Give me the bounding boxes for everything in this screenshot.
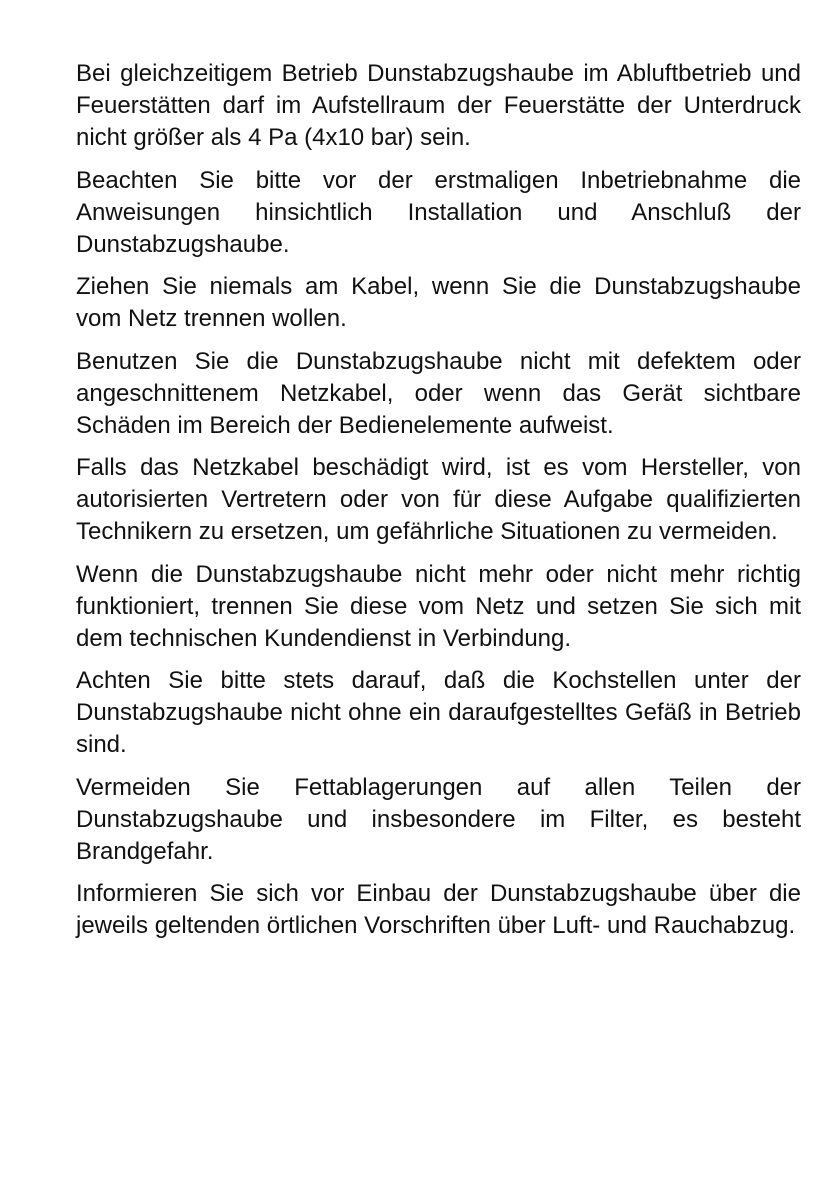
- paragraph-inbetriebnahme: Beachten Sie bitte vor der erstmaligen Inbetriebnahme die Anweisungen hinsichtlich Installation und Anschluß der Dunstabzugshaube.: [76, 166, 801, 258]
- paragraph-kabel: Ziehen Sie niemals am Kabel, wenn Sie die Dunstabzugshaube vom Netz trennen wollen.: [76, 273, 801, 332]
- paragraph-unterdruck: Bei gleichzeitigem Betrieb Dunstabzugshaube im Abluftbetrieb und Feuerstätten darf im Aufstellraum der Feuerstätte der Unterdruck nicht größer als 4 Pa (4x10 bar) sein.: [76, 60, 801, 151]
- paragraph-netzkabel-defekt: Benutzen Sie die Dunstabzugshaube nicht mit defektem oder angeschnittenem Netzkabel, oder wenn das Gerät sichtbare Schäden im Bereich der Bedienelemente aufweist.: [76, 347, 801, 439]
- paragraph-vorschriften: Informieren Sie sich vor Einbau der Dunstabzugshaube über die jeweils geltenden örtlichen Vorschriften über Luft- und Rauchabzug.: [76, 880, 801, 939]
- paragraph-kundendienst: Wenn die Dunstabzugshaube nicht mehr oder nicht mehr richtig funktioniert, trennen Sie diese vom Netz und setzen Sie sich mit dem technischen Kundendienst in Verbindung.: [76, 560, 801, 652]
- paragraph-kochstellen: Achten Sie bitte stets darauf, daß die Kochstellen unter der Dunstabzugshaube nicht ohne ein daraufgestelltes Gefäß in Betrieb sind.: [76, 667, 801, 758]
- paragraph-netzkabel-ersetzen: Falls das Netzkabel beschädigt wird, ist es vom Hersteller, von autorisierten Vertretern oder von für diese Aufgabe qualifizierten Technikern zu ersetzen, um gefährliche Situationen zu vermeiden.: [76, 454, 801, 545]
- document-page: [76, 58, 801, 953]
- paragraph-fettablagerungen: Vermeiden Sie Fettablagerungen auf allen Teilen der Dunstabzugshaube und insbesondere im Filter, es besteht Brandgefahr.: [76, 773, 801, 865]
